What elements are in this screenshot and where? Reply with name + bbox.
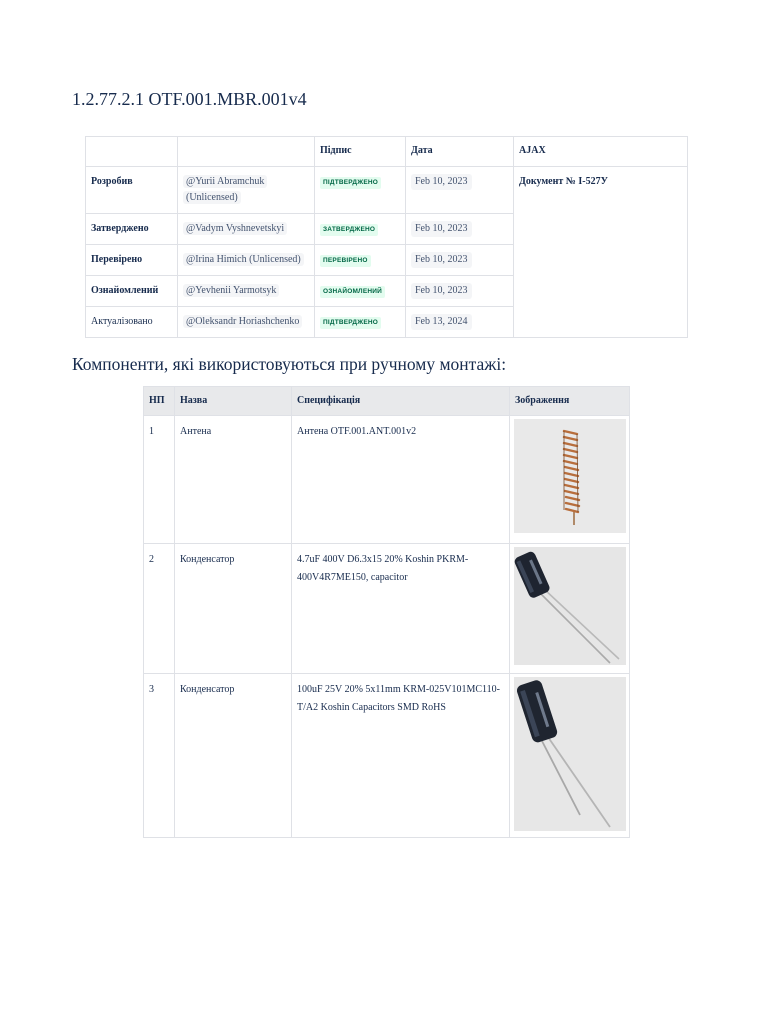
component-name: Конденсатор <box>175 544 292 674</box>
component-spec: Антена OTF.001.ANT.001v2 <box>292 416 510 544</box>
approval-table <box>85 136 688 338</box>
header-image: Зображення <box>510 387 630 416</box>
row-number: 3 <box>144 674 175 838</box>
date-chip: Feb 10, 2023 <box>411 283 472 299</box>
component-name: Антена <box>175 416 292 544</box>
role-label: Розробив <box>86 167 178 214</box>
components-table <box>143 386 630 838</box>
section-heading: Компоненти, які використовуються при ручному монтажі: <box>72 354 507 374</box>
table-row <box>144 674 630 838</box>
date-chip: Feb 10, 2023 <box>411 252 472 268</box>
approval-header-company: AJAX <box>514 137 688 167</box>
approval-header-role <box>86 137 178 167</box>
component-spec: 100uF 25V 20% 5x11mm KRM-025V101MC110-T/A2 Koshin Capacitors SMD RoHS <box>292 674 510 838</box>
table-row <box>144 416 630 544</box>
approval-header-row <box>86 137 688 167</box>
status-badge: ЗАТВЕРДЖЕНО <box>320 224 378 236</box>
user-mention[interactable]: @Vadym Vyshnevetskyi <box>183 222 287 235</box>
table-row <box>86 167 688 214</box>
header-number: НП <box>144 387 175 416</box>
status-badge: ПІДТВЕРДЖЕНО <box>320 317 381 329</box>
role-label: Перевірено <box>86 245 178 276</box>
approval-header-person <box>178 137 315 167</box>
component-spec: 4.7uF 400V D6.3x15 20% Koshin PKRM-400V4R7ME150, capacitor <box>292 544 510 674</box>
role-label: Актуалізовано <box>86 307 178 338</box>
role-label: Ознайомлений <box>86 276 178 307</box>
user-mention[interactable]: @Irina Himich (Unlicensed) <box>183 253 304 266</box>
status-badge: ПІДТВЕРДЖЕНО <box>320 177 381 189</box>
row-number: 1 <box>144 416 175 544</box>
date-chip: Feb 10, 2023 <box>411 221 472 237</box>
row-number: 2 <box>144 544 175 674</box>
user-mention[interactable]: @Oleksandr Horiashchenko <box>183 315 302 328</box>
date-chip: Feb 10, 2023 <box>411 174 472 190</box>
date-chip: Feb 13, 2024 <box>411 314 472 330</box>
status-badge: ОЗНАЙОМЛЕНИЙ <box>320 286 385 298</box>
capacitor-image[interactable] <box>514 677 626 831</box>
capacitor-image[interactable] <box>514 547 626 665</box>
user-mention[interactable]: @Yevhenii Yarmotsyk <box>183 284 279 297</box>
header-name: Назва <box>175 387 292 416</box>
document-number: Документ № I-527У <box>514 167 688 338</box>
page-title: 1.2.77.2.1 OTF.001.MBR.001v4 <box>72 89 307 109</box>
role-label: Затверджено <box>86 214 178 245</box>
user-mention[interactable]: @Yurii Abramchuk (Unlicensed) <box>183 175 267 204</box>
component-name: Конденсатор <box>175 674 292 838</box>
components-header-row <box>144 387 630 416</box>
status-badge: ПЕРЕВІРЕНО <box>320 255 371 267</box>
table-row <box>144 544 630 674</box>
approval-header-date: Дата <box>406 137 514 167</box>
header-spec: Специфікація <box>292 387 510 416</box>
approval-header-signature: Підпис <box>315 137 406 167</box>
antenna-image[interactable] <box>514 419 626 533</box>
